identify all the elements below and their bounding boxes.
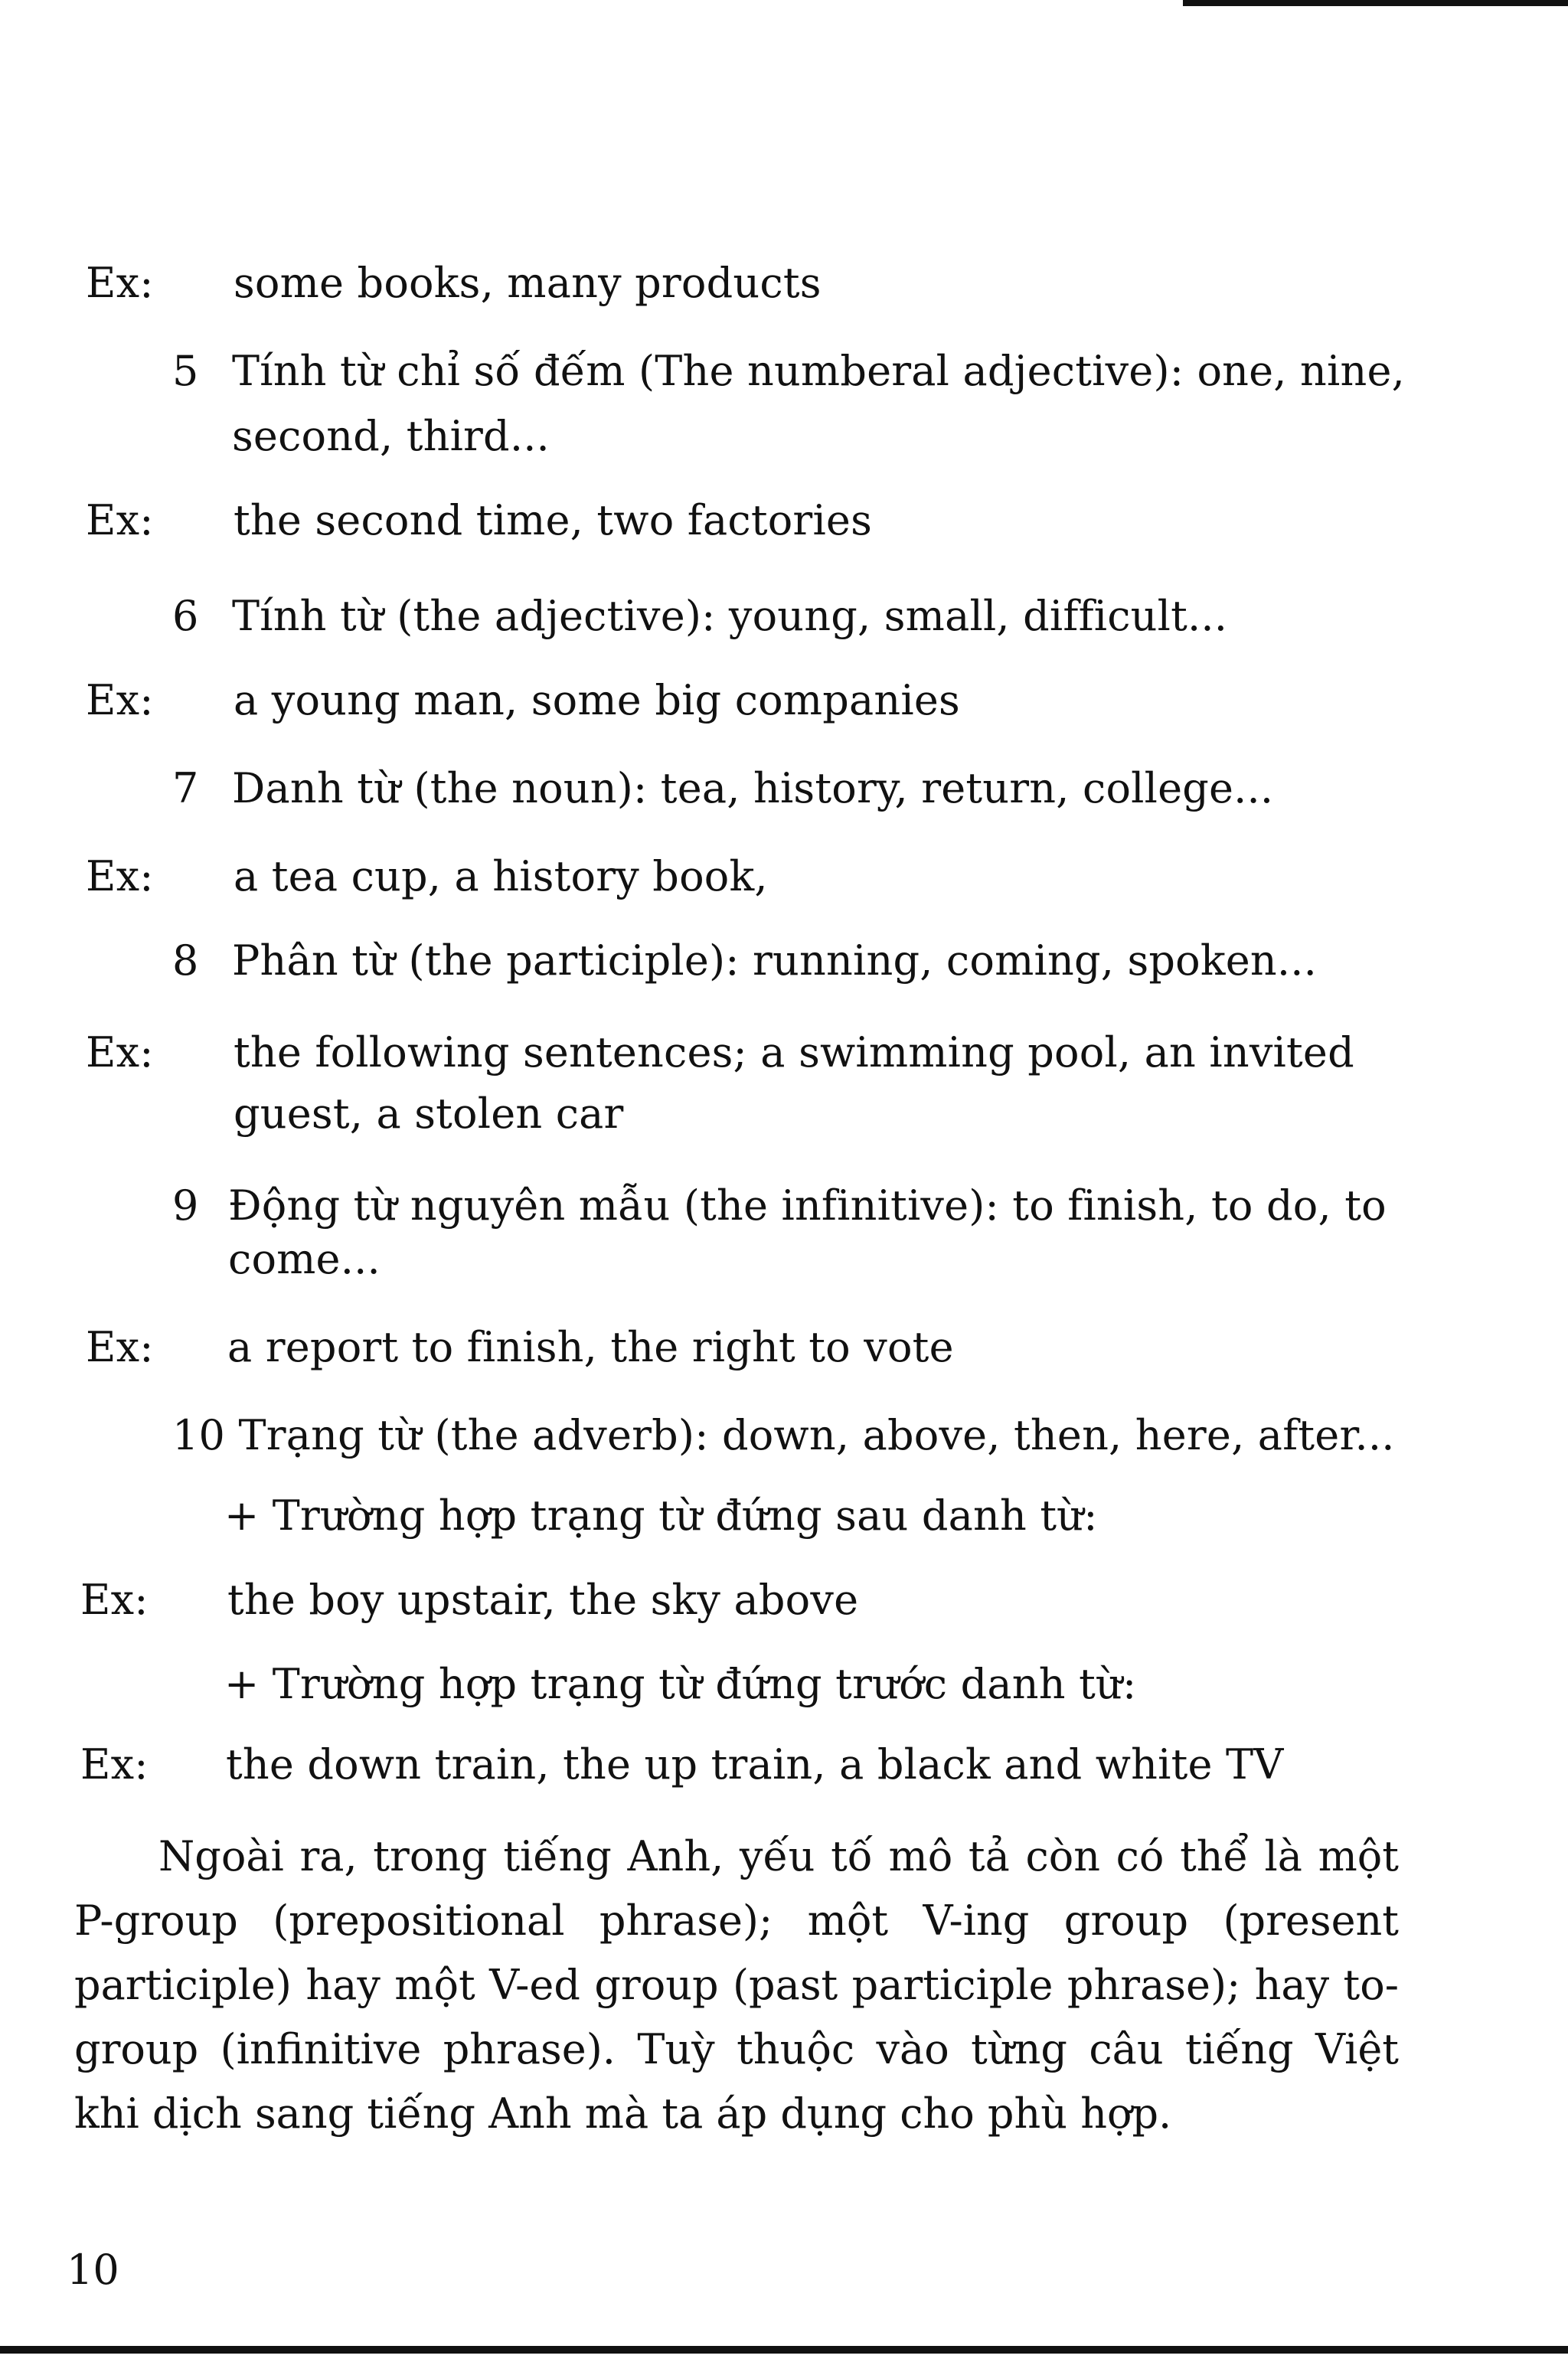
list-item-number: 7 [172,764,199,812]
example-text-continued: guest, a stolen car [234,1090,624,1138]
example-text: the down train, the up train, a black and white TV [226,1740,1284,1789]
list-item-text-continued: second, third... [232,412,550,460]
example-label: Ex: [80,1576,149,1624]
top-border-rule [1183,0,1568,6]
summary-paragraph [74,1825,1399,2146]
summary-paragraph-text: Ngoài ra, trong tiếng Anh, yếu tố mô tả còn có thể là một P-group (prepositional phrase); một V-ing group (present participle) hay một V-ed group (past participle phrase); hay to-group (infinitive phrase). Tuỳ thuộc vào từng câu tiếng Việt khi dịch sang tiếng Anh mà ta áp dụng cho phù hợp. [74,1832,1399,2138]
example-label: Ex: [86,259,154,307]
example-text: some books, many products [234,259,822,307]
example-label: Ex: [86,1323,154,1371]
case-note: + Trường hợp trạng từ đứng trước danh từ: [224,1660,1137,1708]
example-text: a tea cup, a history book, [234,852,768,900]
list-item-number: 6 [172,592,199,640]
example-label: Ex: [86,496,154,544]
list-item-number: 8 [172,936,199,985]
page-number: 10 [67,2246,119,2294]
list-item-number: 5 [172,347,199,395]
case-note: + Trường hợp trạng từ đứng sau danh từ: [224,1491,1098,1540]
example-text: a report to finish, the right to vote [227,1323,954,1371]
list-item-text-continued: come... [228,1235,381,1283]
example-label: Ex: [80,1740,149,1789]
example-text: the boy upstair, the sky above [227,1576,859,1624]
list-item-text: Tính từ chỉ số đếm (The numberal adjective): one, nine, [232,347,1405,395]
example-label: Ex: [86,676,154,724]
example-text: the second time, two factories [234,496,872,544]
example-label: Ex: [86,852,154,900]
bottom-border-rule [0,2346,1568,2354]
list-item-number: 9 [172,1181,199,1230]
list-item-text: Phân từ (the participle): running, coming, spoken... [232,936,1317,985]
list-item-text: 10 Trạng từ (the adverb): down, above, then, here, after... [172,1411,1395,1459]
example-text: the following sentences; a swimming pool, an invited [234,1028,1354,1076]
example-label: Ex: [86,1028,154,1076]
list-item-text: Danh từ (the noun): tea, history, return, college... [232,764,1274,812]
list-item-text: Động từ nguyên mẫu (the infinitive): to finish, to do, to [228,1181,1387,1230]
list-item-text: Tính từ (the adjective): young, small, difficult... [232,592,1228,640]
example-text: a young man, some big companies [234,676,960,724]
